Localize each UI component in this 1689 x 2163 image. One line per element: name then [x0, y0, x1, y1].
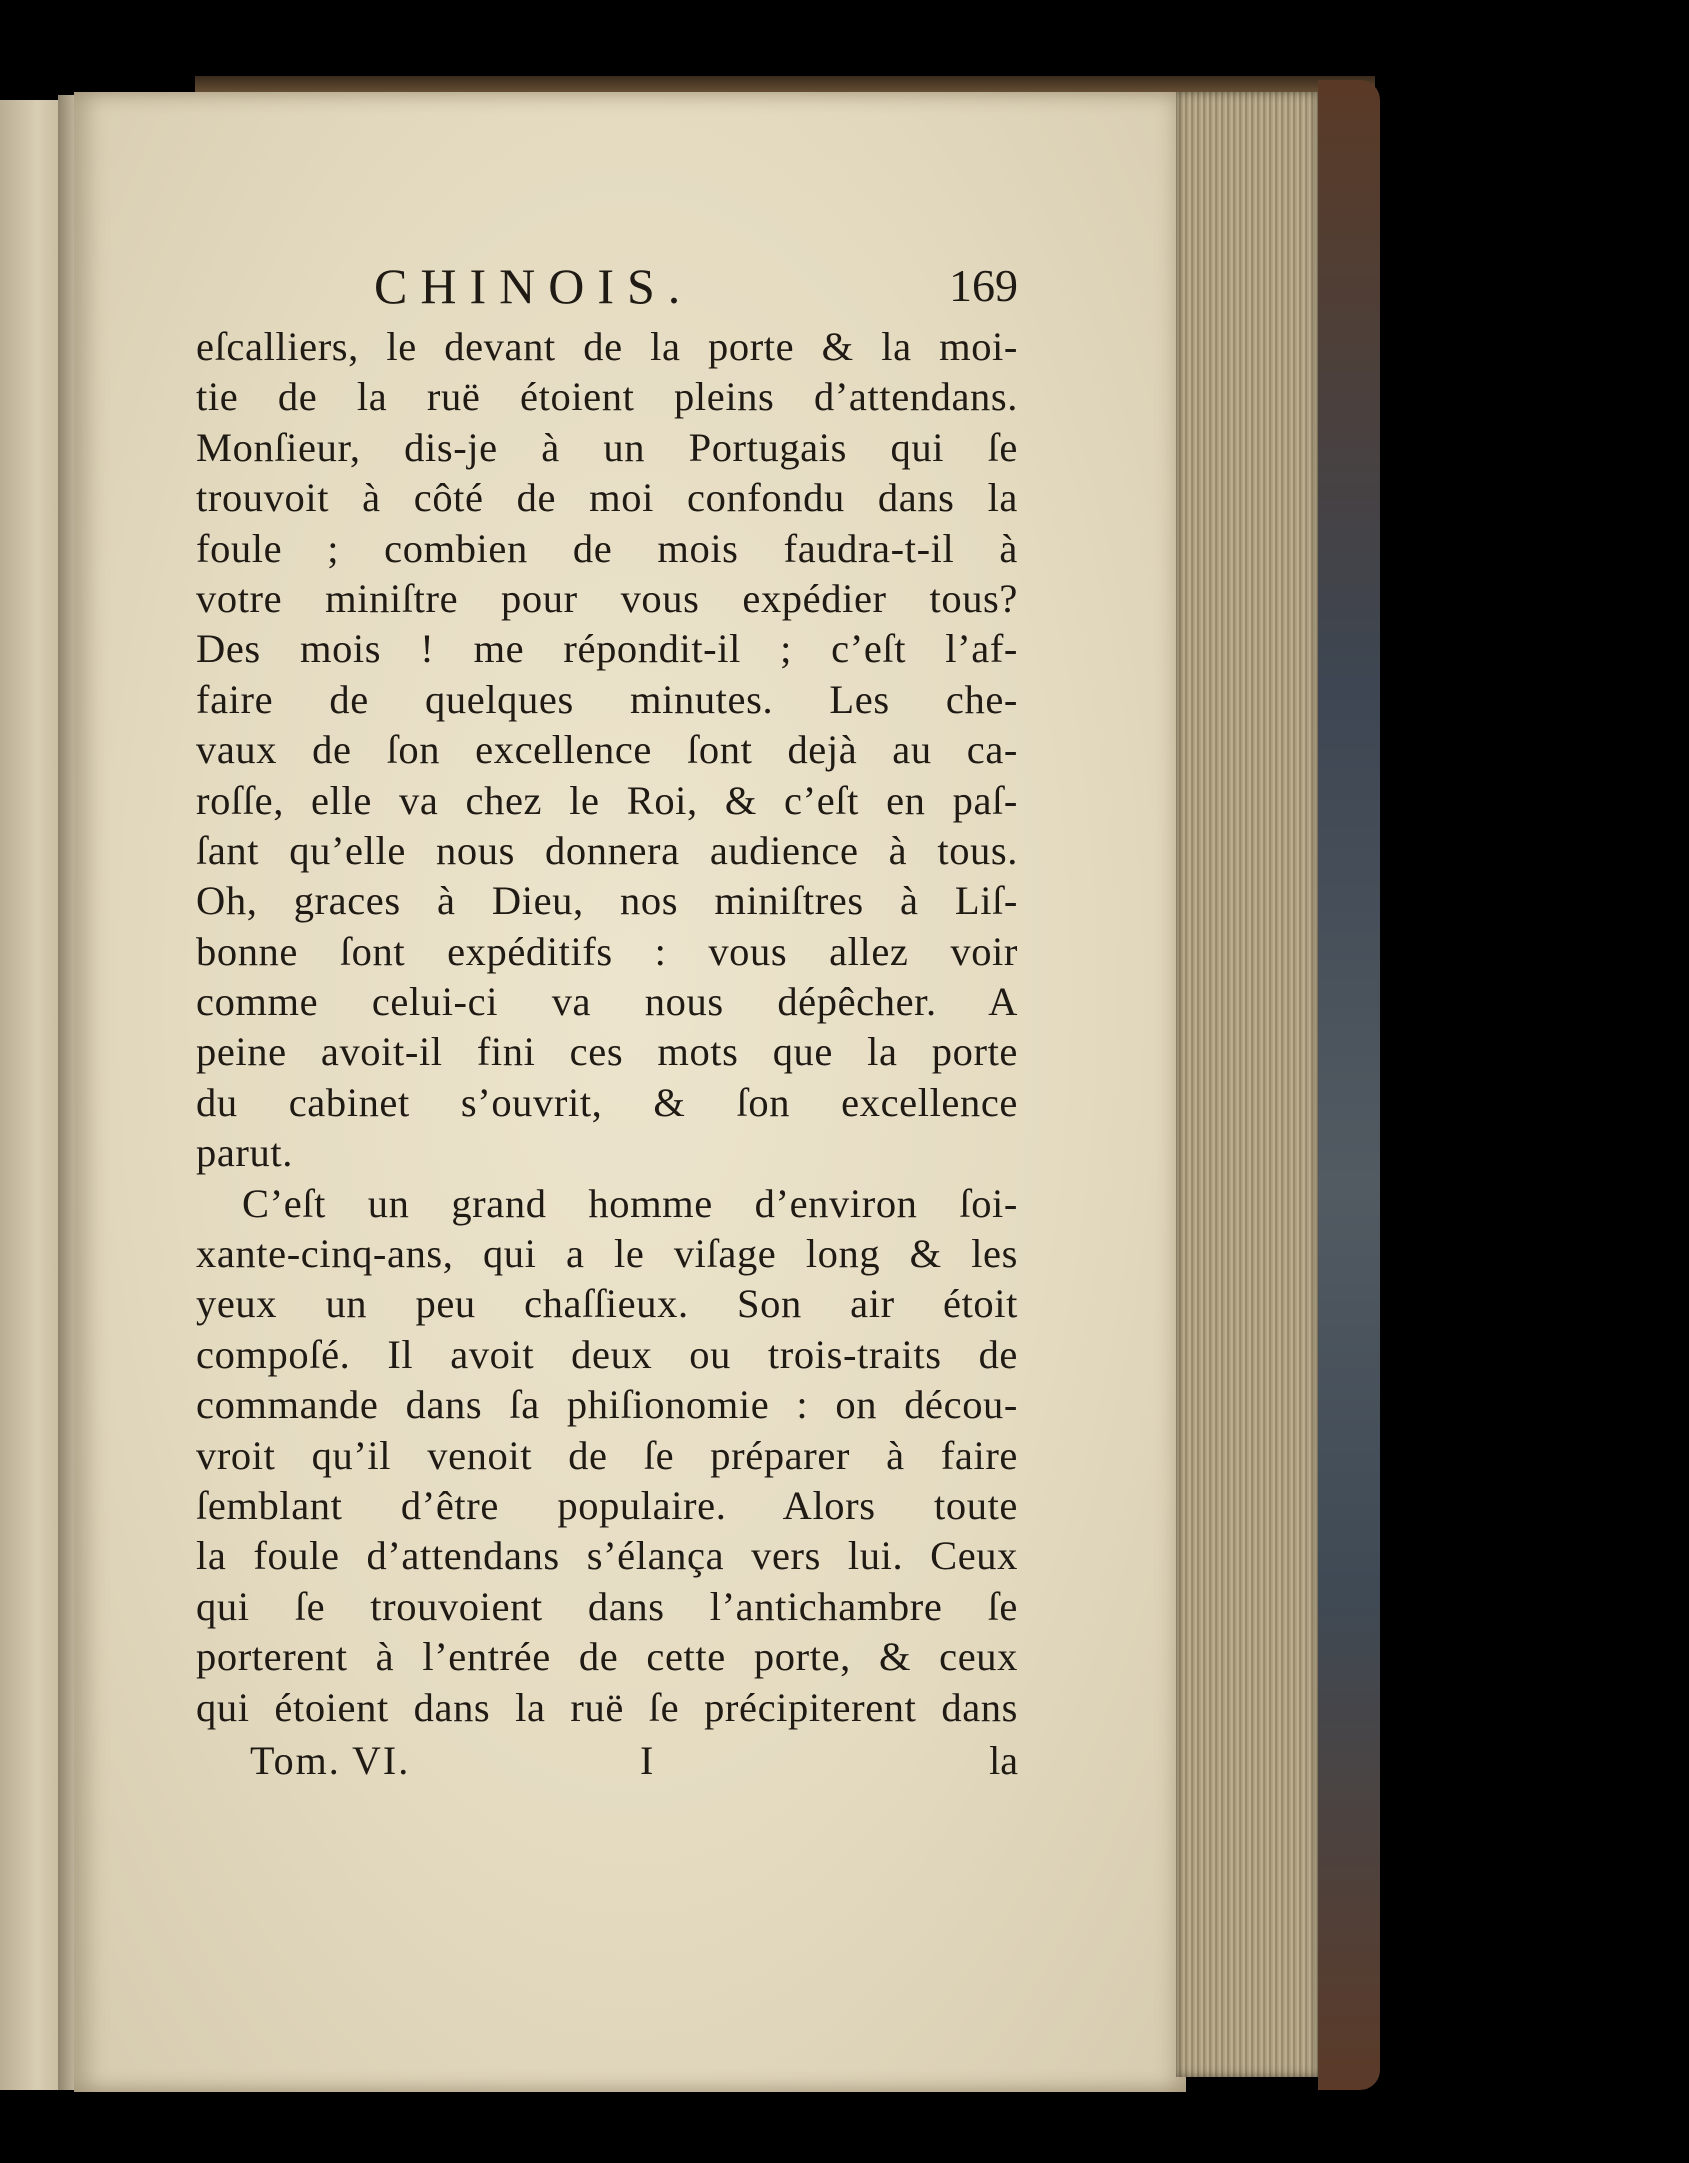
text-line: votre miniſtre pour vous expédier tous?	[196, 575, 1018, 621]
text-line: trouvoit à côté de moi confondu dans la	[196, 475, 1018, 521]
text-line: Oh, graces à Dieu, nos miniſtres à Liſ-	[196, 878, 1018, 924]
text-line: faire de quelques minutes. Les che-	[196, 676, 1018, 722]
text-line: xante-cinq-ans, qui a le viſage long & les	[196, 1231, 1018, 1277]
text-line: eſcalliers, le devant de la porte & la moi-	[196, 324, 1018, 369]
text-line: ſemblant d’être populaire. Alors toute	[196, 1482, 1018, 1528]
text-line: compoſé. Il avoit deux ou trois-traits de	[196, 1331, 1018, 1377]
text-line: la foule d’attendans s’élança vers lui. Ceux	[196, 1533, 1018, 1579]
text-line: vaux de ſon excellence ſont dejà au ca-	[196, 727, 1018, 773]
text-line: C’eſt un grand homme d’environ ſoi-	[242, 1180, 1018, 1226]
previous-page-edge	[0, 100, 62, 2090]
text-line: Monſieur, dis-je à un Portugais qui ſe	[196, 424, 1018, 470]
text-line: commande dans ſa phiſionomie : on décou-	[196, 1382, 1018, 1428]
signature-mark: I	[640, 1737, 654, 1783]
text-line: tie de la ruë étoient pleins d’attendans.	[196, 374, 1018, 420]
text-line: vroit qu’il venoit de ſe préparer à faire	[196, 1432, 1018, 1478]
page-number: 169	[949, 260, 1018, 311]
text-line: Des mois ! me répondit-il ; c’eſt l’af-	[196, 626, 1018, 672]
catchword: la	[989, 1737, 1018, 1783]
text-line: yeux un peu chaſſieux. Son air étoit	[196, 1281, 1018, 1327]
text-line: qui ſe trouvoient dans l’antichambre ſe	[196, 1583, 1018, 1629]
text-line: peine avoit-il fini ces mots que la porte	[196, 1029, 1018, 1075]
text-line: bonne ſont expéditifs : vous allez voir	[196, 928, 1018, 974]
page-block-edges	[1176, 92, 1318, 2077]
text-line: foule ; combien de mois faudra-t-il à	[196, 525, 1018, 571]
text-line: ſant qu’elle nous donnera audience à tous.	[196, 827, 1018, 873]
page-text-block	[196, 250, 1018, 1789]
page-header	[196, 250, 1018, 322]
text-line: roſſe, elle va chez le Roi, & c’eſt en paſ-	[196, 777, 1018, 823]
paragraph	[196, 1179, 1018, 1733]
volume-signature: Tom. VI.	[250, 1737, 411, 1783]
page-footer	[196, 1733, 1018, 1789]
leather-binding	[1318, 80, 1380, 2090]
text-line: du cabinet s’ouvrit, & ſon excellence	[196, 1079, 1018, 1125]
text-line: qui étoient dans la ruë ſe précipiterent dans	[196, 1684, 1018, 1730]
text-line: porterent à l’entrée de cette porte, & ceux	[196, 1634, 1018, 1680]
running-head: CHINOIS.	[374, 258, 694, 314]
text-line: parut.	[196, 1130, 293, 1176]
text-line: comme celui-ci va nous dépêcher. A	[196, 979, 1018, 1025]
paragraph	[196, 322, 1018, 1179]
